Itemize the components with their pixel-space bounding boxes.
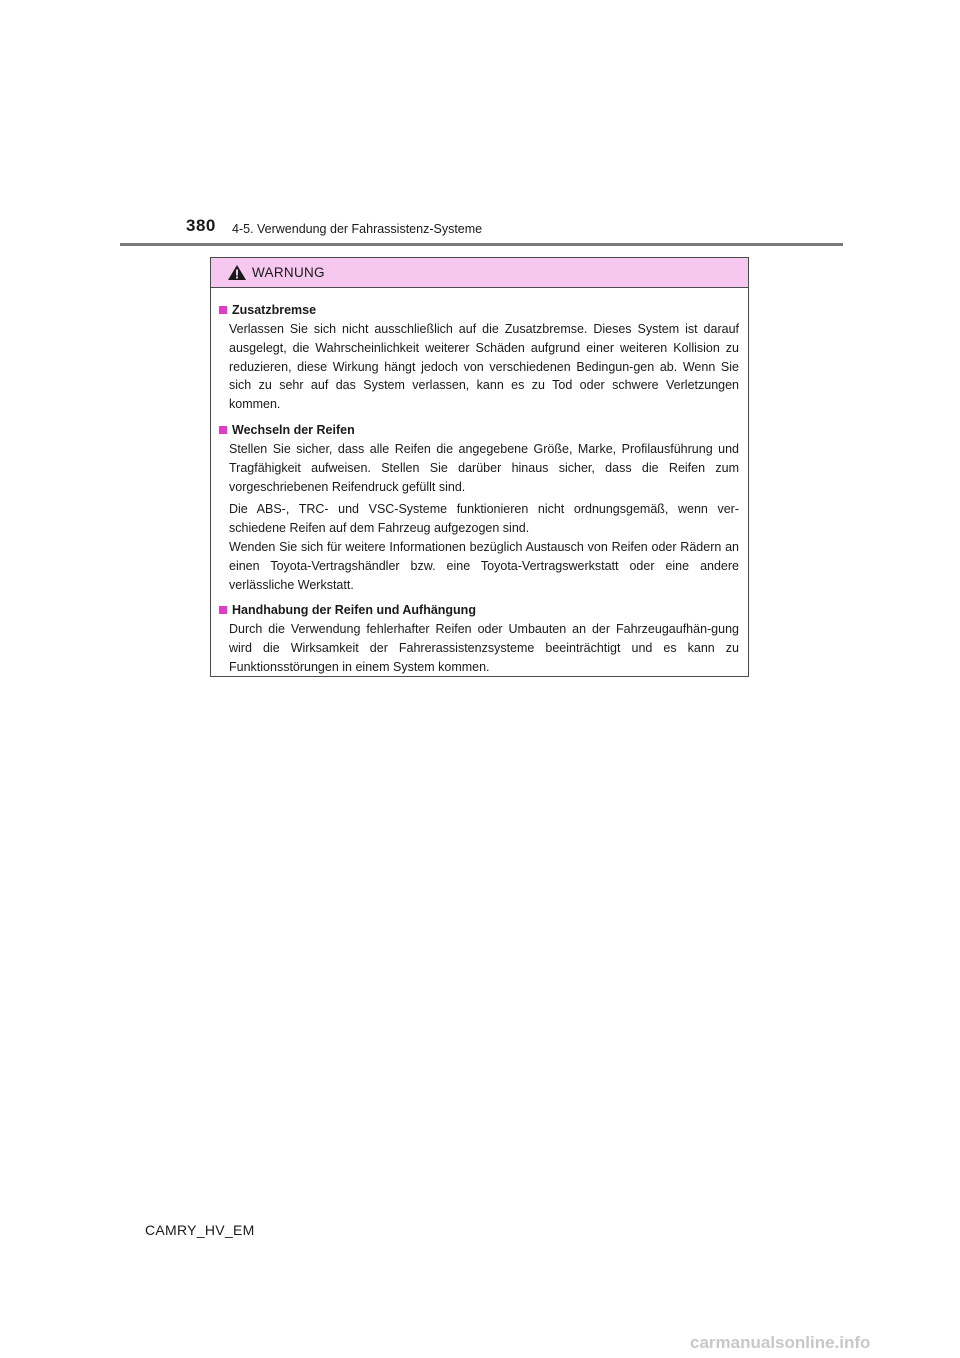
warning-paragraph: Wenden Sie sich für weitere Informationen bezüglich Austausch von Reifen oder Rädern an einen Toyota-Vertragshändler bzw. eine Toyota-Vertragswerkstatt oder eine andere verlässliche Werkstatt. (229, 539, 739, 592)
item-title-text: Wechseln der Reifen (232, 422, 355, 437)
header-rule (120, 243, 843, 246)
warning-paragraph: Die ABS-, TRC- und VSC-Systeme funktionieren nicht ordnungsgemäß, wenn ver-schiedene Reifen auf dem Fahrzeug aufgezogen sind. (229, 502, 739, 536)
footer-code: CAMRY_HV_EM (145, 1222, 255, 1238)
bullet-square-icon (219, 426, 227, 434)
warning-paragraph: Stellen Sie sicher, dass alle Reifen die angegebene Größe, Marke, Profilausführung und Tragfähigkeit aufweisen. Stellen Sie darüber hinaus sicher, dass die Reifen zum vorgeschriebenen Reifendruck gefüllt sind. (229, 441, 739, 494)
item-title-text: Handhabung der Reifen und Aufhängung (232, 603, 476, 618)
section-title: 4-5. Verwendung der Fahrassistenz-Systeme (232, 222, 483, 236)
warning-paragraph: Verlassen Sie sich nicht ausschließlich auf die Zusatzbremse. Dieses System ist darauf ausgelegt, die Wahrscheinlichkeit weiterer Schäden aufgrund einer weiteren Kollision zu reduzieren, diese Wirkung hängt jedoch von verschiedenen Bedingun-gen ab. Wenn Sie sich zu sehr auf das System verlassen, kann es zu Tod oder schwere Verletzungen kommen. (229, 322, 739, 412)
warning-item-title (219, 600, 739, 620)
item-title-text: Zusatzbremse (232, 303, 317, 317)
warning-item (219, 600, 739, 676)
warning-header (211, 258, 748, 288)
warning-label: WARNUNG (252, 265, 325, 280)
warning-paragraph: Durch die Verwendung fehlerhafter Reifen oder Umbauten an der Fahrzeugaufhän-gung wird die Wirksamkeit der Fahrerassistenzsysteme beeinträchtigt und es kann zu Funktionsstörungen in einem System kommen. (229, 622, 739, 674)
warning-item (219, 420, 739, 594)
warning-item-title (219, 300, 739, 320)
warning-box (210, 257, 749, 677)
bullet-square-icon (219, 606, 227, 614)
page-number: 380 (186, 216, 216, 235)
warning-body (211, 288, 748, 677)
warning-item-title (219, 420, 739, 440)
watermark: carmanualsonline.info (690, 1333, 871, 1352)
bullet-square-icon (219, 306, 227, 314)
warning-item (219, 300, 739, 414)
warning-triangle-icon (227, 264, 247, 281)
